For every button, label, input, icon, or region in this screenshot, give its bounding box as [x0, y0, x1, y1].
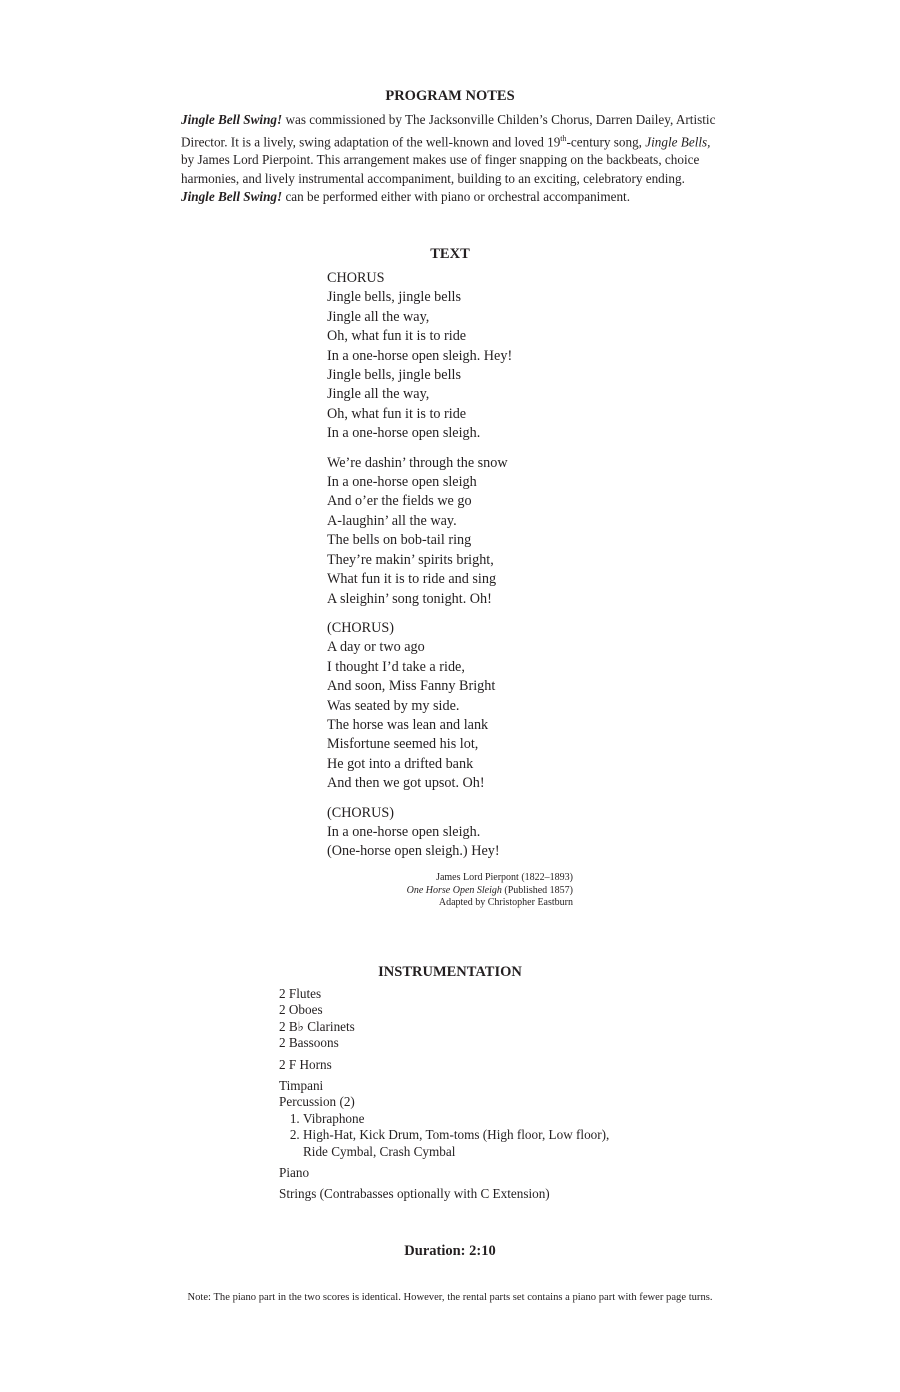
instrument: 2 Oboes — [279, 1002, 323, 1018]
lyric-line: In a one-horse open sleigh. — [327, 823, 481, 840]
lyric-line: A sleighin’ song tonight. Oh! — [327, 590, 492, 607]
lyric-line: Oh, what fun it is to ride — [327, 405, 467, 422]
stanza-1 — [327, 269, 512, 444]
instrumentation-list — [279, 986, 609, 1208]
lyric-line: (CHORUS) — [327, 804, 395, 821]
instrumentation-heading: INSTRUMENTATION — [378, 964, 522, 980]
stanza-4 — [327, 804, 512, 862]
credit-adapter: Adapted by Christopher Eastburn — [438, 897, 573, 908]
lyric-line: CHORUS — [327, 270, 385, 286]
credit-author: James Lord Pierpont (1822–1893) — [436, 872, 573, 883]
lyric-line: And then we got upsot. Oh! — [327, 775, 485, 792]
lyric-line: Jingle all the way, — [327, 308, 430, 325]
lyric-line: Jingle bells, jingle bells — [327, 289, 461, 306]
lyric-line: They’re makin’ spirits bright, — [327, 551, 494, 568]
percussion-part: 1. Vibraphone — [303, 1111, 609, 1127]
percussion-part-text: High-Hat, Kick Drum, Tom-toms (High floor, Low floor), — [303, 1127, 610, 1143]
brass-group — [279, 1057, 609, 1073]
lyric-line: We’re dashin’ through the snow — [327, 454, 508, 471]
instrument: Strings (Contrabasses optionally with C Extension) — [279, 1186, 550, 1202]
program-notes-heading: PROGRAM NOTES — [385, 88, 515, 104]
keyboard-group — [279, 1165, 609, 1181]
instrument: Timpani — [279, 1078, 324, 1094]
lyric-line: He got into a drifted bank — [327, 755, 474, 772]
lyric-line: A day or two ago — [327, 639, 425, 656]
percussion-parts — [279, 1111, 609, 1160]
notes-text-3: by James Lord Pierpoint. This arrangement makes use of finger snapping on the backbeats, choice harmonies, and lively instrumental accompaniment, building to an exciting, celebratory ending. — [181, 152, 700, 186]
instrument: 2 Flutes — [279, 986, 322, 1001]
lyric-line: What fun it is to ride and sing — [327, 571, 497, 588]
instrument: 2 B♭ Clarinets — [279, 1018, 355, 1034]
notes-text-2: -century song, — [566, 133, 646, 149]
lyric-line: (One-horse open sleigh.) Hey! — [327, 843, 500, 860]
credit-source — [407, 885, 573, 898]
percussion-part-text-cont: Ride Cymbal, Crash Cymbal — [303, 1143, 456, 1159]
notes-superscript: th — [560, 133, 567, 143]
piece-title-2: Jingle Bell Swing! — [181, 189, 283, 205]
credit-source-title: One Horse Open Sleigh — [406, 884, 502, 896]
credit-source-date: (Published 1857) — [501, 884, 573, 896]
stanza-2 — [327, 454, 512, 609]
lyric-line: Oh, what fun it is to ride — [327, 328, 467, 345]
lyrics-block — [327, 269, 512, 872]
lyric-line: A-laughin’ all the way. — [327, 512, 457, 529]
lyric-line: Misfortune seemed his lot, — [327, 736, 479, 753]
lyric-line: And soon, Miss Fanny Bright — [327, 678, 496, 695]
lyric-line: The bells on bob-tail ring — [327, 532, 472, 549]
instrument: 2 F Horns — [279, 1056, 332, 1072]
lyric-line: Was seated by my side. — [327, 697, 460, 714]
instrument: 2 Bassoons — [279, 1035, 339, 1051]
lyric-line: And o’er the fields we go — [327, 493, 472, 510]
percussion-group — [279, 1078, 609, 1160]
lyric-line: The horse was lean and lank — [327, 716, 489, 733]
notes-text-1: was commissioned by The Jacksonville Childen’s Chorus, Darren Dailey, Artistic Director. It is a lively, swing adaptation of the well-known and loved 19 — [181, 112, 716, 149]
lyric-line: In a one-horse open sleigh — [327, 474, 477, 491]
song-title: Jingle Bells, — [645, 133, 711, 149]
instrument: Piano — [279, 1165, 310, 1181]
instrument: Percussion (2) — [279, 1094, 355, 1110]
lyric-line: Jingle bells, jingle bells — [327, 367, 461, 384]
text-heading: TEXT — [430, 246, 470, 262]
program-notes-body — [181, 111, 726, 207]
stanza-3 — [327, 619, 512, 794]
piece-title: Jingle Bell Swing! — [181, 112, 283, 127]
lyric-line: I thought I’d take a ride, — [327, 658, 465, 675]
woodwinds-group — [279, 986, 609, 1052]
lyric-line: (CHORUS) — [327, 619, 395, 636]
lyric-line: Jingle all the way, — [327, 386, 430, 403]
notes-text-4: can be performed either with piano or orchestral accompaniment. — [282, 189, 630, 205]
percussion-part — [303, 1127, 609, 1160]
footnote: Note: The piano part in the two scores is identical. However, the rental parts set contains a piano part with fewer page turns. — [187, 1292, 713, 1303]
lyric-line: In a one-horse open sleigh. Hey! — [327, 347, 513, 364]
duration: Duration: 2:10 — [404, 1243, 496, 1259]
strings-group — [279, 1186, 609, 1202]
text-credit — [407, 872, 573, 910]
lyric-line: In a one-horse open sleigh. — [327, 425, 481, 442]
